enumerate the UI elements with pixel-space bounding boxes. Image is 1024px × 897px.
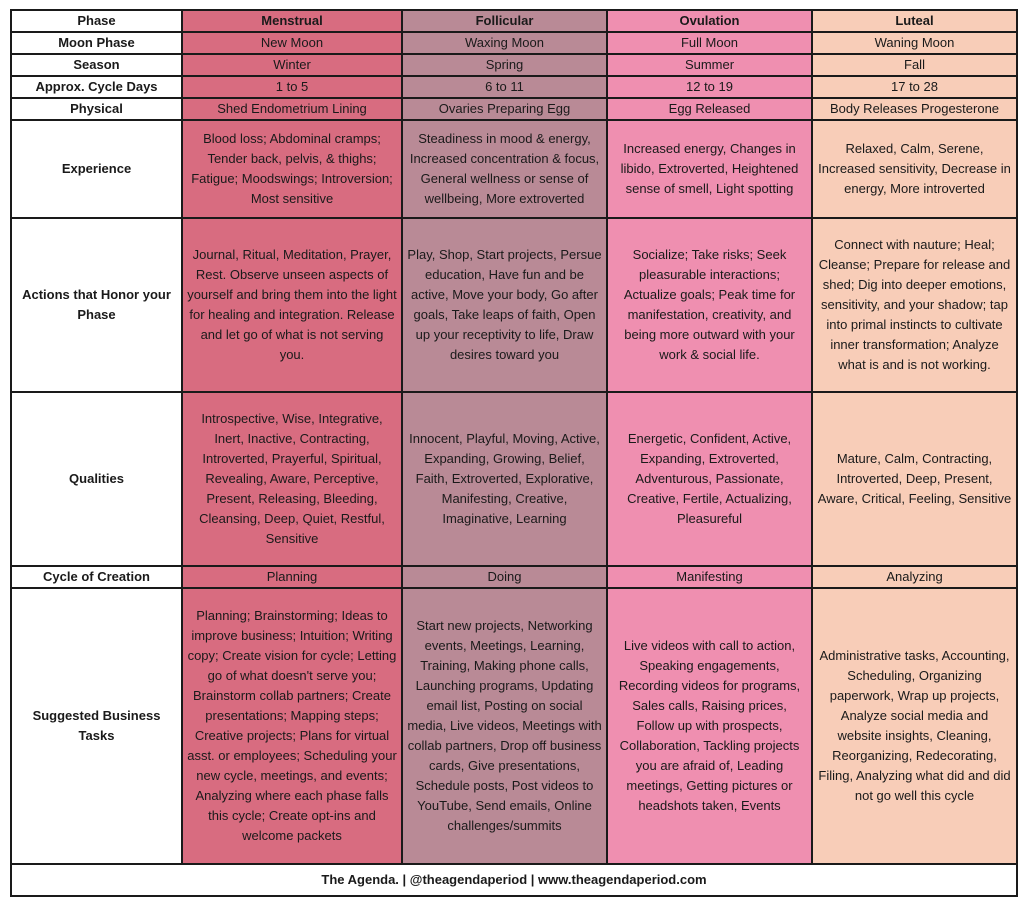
- row-label-physical: Physical: [11, 98, 182, 120]
- experience-luteal: Relaxed, Calm, Serene, Increased sensitivity, Decrease in energy, More introverted: [812, 120, 1017, 218]
- creation-follicular: Doing: [402, 566, 607, 588]
- moon-phase-row: [11, 32, 1017, 54]
- physical-menstrual: Shed Endometrium Lining: [182, 98, 402, 120]
- days-ovulation: 12 to 19: [607, 76, 812, 98]
- tasks-follicular: Start new projects, Networking events, Meetings, Learning, Training, Making phone calls, Launching programs, Updating email list, Posting on social media, Live videos, Meetings with collab partners, Drop off business cards, Give presentations, Schedule posts, Post videos to YouTube, Send emails, Online challenges/summits: [402, 588, 607, 864]
- tasks-ovulation: Live videos with call to action, Speaking engagements, Recording videos for programs, Sales calls, Raising prices, Follow up with prospects, Collaboration, Tackling projects you are afraid of, Leading meetings, Getting pictures or headshots taken, Events: [607, 588, 812, 864]
- row-label-experience: Experience: [11, 120, 182, 218]
- creation-menstrual: Planning: [182, 566, 402, 588]
- season-row: [11, 54, 1017, 76]
- qualities-row: [11, 392, 1017, 566]
- creation-ovulation: Manifesting: [607, 566, 812, 588]
- cycle-days-row: [11, 76, 1017, 98]
- tasks-menstrual: Planning; Brainstorming; Ideas to improve business; Intuition; Writing copy; Create vision for cycle; Letting go of what doesn't serve you; Brainstorm collab partners; Create presentations; Mapping steps; Creative projects; Plans for virtual asst. or employees; Scheduling your new cycle, meetings, and events; Analyzing where each phase falls this cycle; Create opt-ins and welcome packets: [182, 588, 402, 864]
- qualities-follicular: Innocent, Playful, Moving, Active, Expanding, Growing, Belief, Faith, Extroverted, Explorative, Manifesting, Creative, Imaginative, Learning: [402, 392, 607, 566]
- experience-follicular: Steadiness in mood & energy, Increased concentration & focus, General wellness or sense of wellbeing, More extroverted: [402, 120, 607, 218]
- phase-table: [10, 9, 1018, 897]
- qualities-menstrual: Introspective, Wise, Integrative, Inert, Inactive, Contracting, Introverted, Prayerful, Spiritual, Revealing, Aware, Perceptive, Present, Releasing, Bleeding, Cleansing, Deep, Quiet, Restful, Sensitive: [182, 392, 402, 566]
- cycle-of-creation-row: [11, 566, 1017, 588]
- phase-ovulation: Ovulation: [607, 10, 812, 32]
- days-follicular: 6 to 11: [402, 76, 607, 98]
- actions-luteal: Connect with nauture; Heal; Cleanse; Prepare for release and shed; Dig into deeper emotions, sensitivity, and your shadow; tap into primal instincts to cultivate inner transformation; Analyze what is and is not working.: [812, 218, 1017, 392]
- row-label-season: Season: [11, 54, 182, 76]
- creation-luteal: Analyzing: [812, 566, 1017, 588]
- experience-menstrual: Blood loss; Abdominal cramps; Tender back, pelvis, & thighs; Fatigue; Moodswings; Introversion; Most sensitive: [182, 120, 402, 218]
- cycle-phase-chart: [10, 9, 1016, 889]
- row-label-qualities: Qualities: [11, 392, 182, 566]
- footer-credits: The Agenda. | @theagendaperiod | www.theagendaperiod.com: [11, 864, 1017, 896]
- physical-luteal: Body Releases Progesterone: [812, 98, 1017, 120]
- actions-follicular: Play, Shop, Start projects, Persue education, Have fun and be active, Move your body, Go after goals, Take leaps of faith, Open up your receptivity to life, Draw desires toward you: [402, 218, 607, 392]
- season-follicular: Spring: [402, 54, 607, 76]
- row-label-phase: Phase: [11, 10, 182, 32]
- season-luteal: Fall: [812, 54, 1017, 76]
- phase-header-row: [11, 10, 1017, 32]
- experience-row: [11, 120, 1017, 218]
- row-label-business-tasks: Suggested Business Tasks: [11, 588, 182, 864]
- phase-follicular: Follicular: [402, 10, 607, 32]
- row-label-cycle-days: Approx. Cycle Days: [11, 76, 182, 98]
- physical-ovulation: Egg Released: [607, 98, 812, 120]
- physical-row: [11, 98, 1017, 120]
- row-label-actions: Actions that Honor your Phase: [11, 218, 182, 392]
- qualities-ovulation: Energetic, Confident, Active, Expanding, Extroverted, Adventurous, Passionate, Creative, Fertile, Actualizing, Pleasureful: [607, 392, 812, 566]
- days-luteal: 17 to 28: [812, 76, 1017, 98]
- actions-row: [11, 218, 1017, 392]
- experience-ovulation: Increased energy, Changes in libido, Extroverted, Heightened sense of smell, Light spotting: [607, 120, 812, 218]
- row-label-moon-phase: Moon Phase: [11, 32, 182, 54]
- moon-ovulation: Full Moon: [607, 32, 812, 54]
- phase-luteal: Luteal: [812, 10, 1017, 32]
- moon-menstrual: New Moon: [182, 32, 402, 54]
- season-ovulation: Summer: [607, 54, 812, 76]
- phase-menstrual: Menstrual: [182, 10, 402, 32]
- tasks-luteal: Administrative tasks, Accounting, Scheduling, Organizing paperwork, Wrap up projects, Analyze social media and website insights, Cleaning, Reorganizing, Redecorating, Filing, Analyzing what did and did not go well this cycle: [812, 588, 1017, 864]
- season-menstrual: Winter: [182, 54, 402, 76]
- actions-ovulation: Socialize; Take risks; Seek pleasurable interactions; Actualize goals; Peak time for manifestation, creativity, and being more outward with your work & social life.: [607, 218, 812, 392]
- physical-follicular: Ovaries Preparing Egg: [402, 98, 607, 120]
- moon-luteal: Waning Moon: [812, 32, 1017, 54]
- days-menstrual: 1 to 5: [182, 76, 402, 98]
- actions-menstrual: Journal, Ritual, Meditation, Prayer, Rest. Observe unseen aspects of yourself and bring them into the light for healing and integration. Release and let go of what is not serving you.: [182, 218, 402, 392]
- row-label-cycle-of-creation: Cycle of Creation: [11, 566, 182, 588]
- business-tasks-row: [11, 588, 1017, 864]
- footer-row: [11, 864, 1017, 896]
- qualities-luteal: Mature, Calm, Contracting, Introverted, Deep, Present, Aware, Critical, Feeling, Sensitive: [812, 392, 1017, 566]
- moon-follicular: Waxing Moon: [402, 32, 607, 54]
